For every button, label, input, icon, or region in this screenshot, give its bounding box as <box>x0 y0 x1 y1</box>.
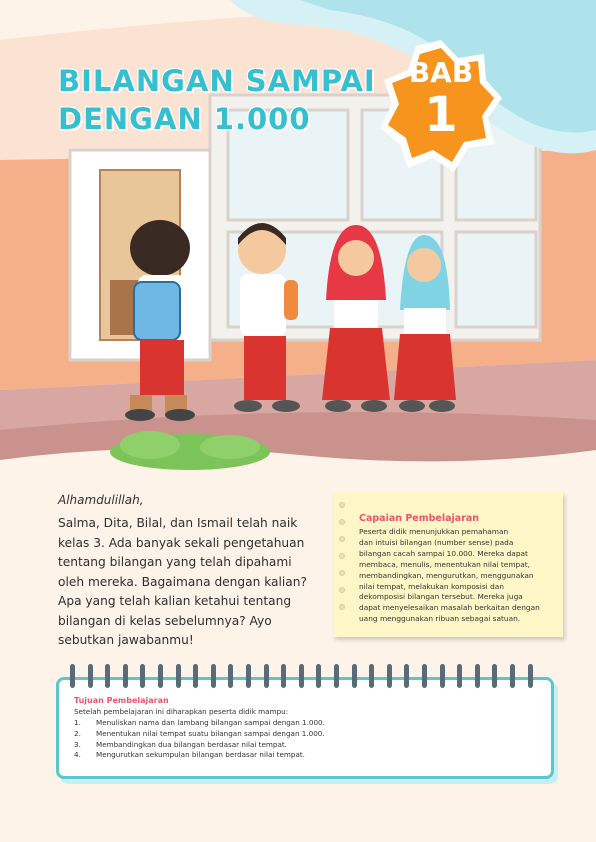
note-hole <box>339 502 345 508</box>
notebook-ring <box>193 664 198 688</box>
notebook-ring <box>140 664 145 688</box>
notebook-ring <box>246 664 251 688</box>
notebook-ring <box>352 664 357 688</box>
intro-greeting: Alhamdulillah, <box>58 493 144 507</box>
chapter-badge <box>378 58 504 142</box>
tujuan-item-text: Mengurutkan sekumpulan bilangan berdasar nilai tempat. <box>96 750 305 760</box>
note-hole <box>339 553 345 559</box>
intro-paragraph: Salma, Dita, Bilal, dan Ismail telah naik kelas 3. Ada banyak sekali pengetahuan tentang bilangan yang telah dipahami oleh mereka. Bagaimana dengan kalian? Apa yang telah kalian ketahui tentang bilangan di kelas sebelumnya? Ayo sebutkan jawabanmu! <box>58 516 307 647</box>
notebook-ring <box>88 664 93 688</box>
notebook-ring <box>422 664 427 688</box>
note-hole <box>339 570 345 576</box>
tujuan-item-number: 1. <box>74 718 81 727</box>
chapter-badge-label: BAB <box>408 56 474 89</box>
tujuan-item-number: 2. <box>74 728 81 738</box>
notebook-ring <box>334 664 339 688</box>
chapter-number: 1 <box>424 87 458 143</box>
capaian-line: dapat menyelesaikan masalah berkaitan dengan <box>359 603 540 613</box>
note-hole <box>339 519 345 525</box>
chapter-title <box>58 62 376 138</box>
capaian-line: uang menggunakan ribuan sebagai satuan. <box>359 614 521 624</box>
tujuan-item-number: 3. <box>74 739 81 749</box>
notebook-ring <box>404 664 409 688</box>
tujuan-list <box>74 718 325 761</box>
note-hole <box>339 604 345 610</box>
notebook-ring <box>176 664 181 688</box>
capaian-line: Peserta didik menunjukkan pemahaman <box>359 527 509 536</box>
capaian-line: membaca, menulis, menentukan nilai tempat, <box>359 559 531 569</box>
notebook-ring <box>123 664 128 688</box>
notebook-ring <box>316 664 321 688</box>
capaian-title: Capaian Pembelajaran <box>359 513 480 524</box>
tujuan-item <box>74 750 325 761</box>
notebook-ring <box>264 664 269 688</box>
tujuan-item-number: 4. <box>74 750 81 760</box>
notebook-ring <box>105 664 110 688</box>
note-holes <box>339 502 349 621</box>
note-hole <box>339 536 345 542</box>
notebook-ring <box>299 664 304 688</box>
notebook-ring <box>475 664 480 688</box>
tujuan-title: Tujuan Pembelajaran <box>74 696 169 705</box>
capaian-line: membandingkan, mengurutkan, menggunakan <box>359 570 534 580</box>
tujuan-intro: Setelah pembelajaran ini diharapkan peserta didik mampu: <box>74 707 289 716</box>
capaian-line: bilangan cacah sampai 10.000. Mereka dapat <box>359 548 528 558</box>
capaian-line: dan intuisi bilangan (number sense) pada <box>359 537 514 547</box>
tujuan-item-text: Menuliskan nama dan lambang bilangan sampai dengan 1.000. <box>96 718 325 727</box>
notebook-ring <box>440 664 445 688</box>
notebook-ring <box>211 664 216 688</box>
note-hole <box>339 587 345 593</box>
notebook-ring <box>387 664 392 688</box>
notebook-ring <box>369 664 374 688</box>
capaian-note-card <box>333 492 563 637</box>
notebook-ring <box>492 664 497 688</box>
notebook-rings <box>70 664 540 692</box>
tujuan-item <box>74 740 325 751</box>
notebook-ring <box>228 664 233 688</box>
notebook-ring <box>510 664 515 688</box>
tujuan-item <box>74 729 325 740</box>
notebook-ring <box>281 664 286 688</box>
notebook-ring <box>528 664 533 688</box>
chapter-title-line2: DENGAN 1.000 <box>58 102 311 136</box>
chapter-title-line1: BILANGAN SAMPAI <box>58 64 376 98</box>
capaian-line: dekomposisi bilangan tersebut. Mereka juga <box>359 592 523 602</box>
capaian-line: nilai tempat, melakukan komposisi dan <box>359 581 504 591</box>
tujuan-item-text: Membandingkan dua bilangan berdasar nilai tempat. <box>96 739 287 749</box>
notebook-ring <box>70 664 75 688</box>
capaian-body <box>359 527 557 625</box>
tujuan-item-text: Menentukan nilai tempat suatu bilangan sampai dengan 1.000. <box>96 728 325 738</box>
tujuan-item <box>74 718 325 729</box>
bush <box>110 431 270 470</box>
notebook-ring <box>158 664 163 688</box>
notebook-ring <box>457 664 462 688</box>
